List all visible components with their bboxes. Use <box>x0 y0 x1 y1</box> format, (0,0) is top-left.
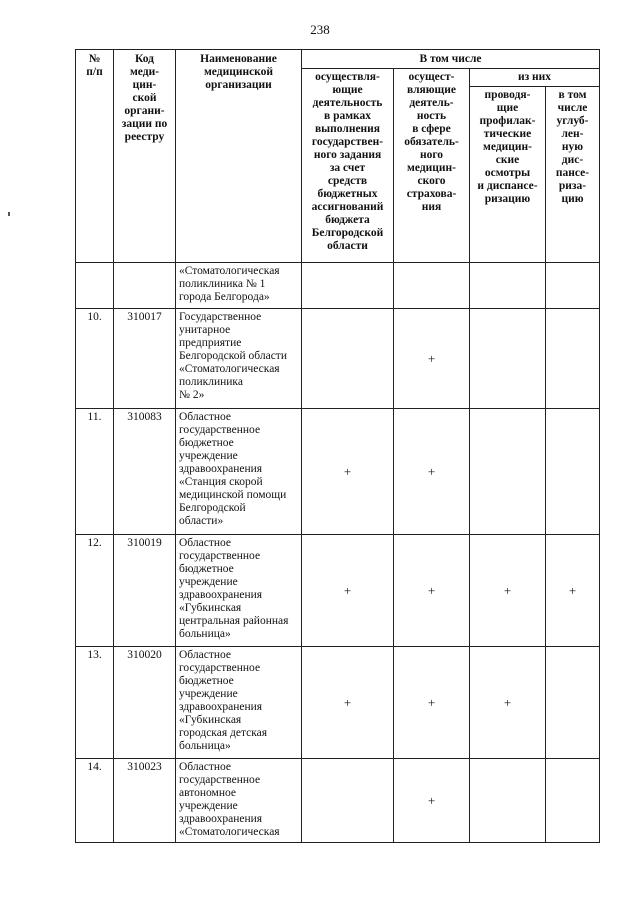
header-group-title: В том числе <box>302 50 600 69</box>
row-code <box>114 263 176 309</box>
row-deep <box>546 759 600 843</box>
row-num: 10. <box>76 309 114 409</box>
row-prof <box>470 759 546 843</box>
row-num: 14. <box>76 759 114 843</box>
row-budget: + <box>302 647 394 759</box>
header-subgroup-title: из них <box>470 69 600 87</box>
header-num: № п/п <box>76 50 114 263</box>
table-row <box>76 759 600 843</box>
row-code: 310017 <box>114 309 176 409</box>
row-name: Областное государственное бюджетное учреждение здравоохранения «Губкинская городская детская больница» <box>176 647 302 759</box>
row-deep <box>546 309 600 409</box>
row-budget <box>302 309 394 409</box>
row-deep: + <box>546 535 600 647</box>
row-name: «Стоматологическая поликлиника № 1 города Белгорода» <box>176 263 302 309</box>
row-name: Областное государственное бюджетное учреждение здравоохранения «Губкинская центральная районная больница» <box>176 535 302 647</box>
table-row <box>76 263 600 309</box>
row-prof <box>470 263 546 309</box>
row-budget <box>302 263 394 309</box>
header-deep: в том числе углуб- лен- ную дис- пансе- риза- цию <box>546 87 600 263</box>
row-deep <box>546 409 600 535</box>
row-prof <box>470 309 546 409</box>
row-prof <box>470 409 546 535</box>
header-budget: осуществля- ющие деятельность в рамках выполнения государствен- ного задания за счет средств бюджетных ассигнований бюджета Белгородской области <box>302 69 394 263</box>
row-deep <box>546 263 600 309</box>
row-budget <box>302 759 394 843</box>
row-oms: + <box>394 409 470 535</box>
row-num: 12. <box>76 535 114 647</box>
row-budget: + <box>302 535 394 647</box>
row-budget: + <box>302 409 394 535</box>
scan-mark <box>8 212 10 216</box>
row-name: Государственное унитарное предприятие Белгородской области «Стоматологическая поликлиника № 2» <box>176 309 302 409</box>
row-deep <box>546 647 600 759</box>
header-name: Наименование медицинской организации <box>176 50 302 263</box>
table-row <box>76 647 600 759</box>
row-name: Областное государственное автономное учреждение здравоохранения «Стоматологическая <box>176 759 302 843</box>
row-oms: + <box>394 535 470 647</box>
row-code: 310020 <box>114 647 176 759</box>
row-prof: + <box>470 647 546 759</box>
organizations-table <box>75 49 600 843</box>
row-prof: + <box>470 535 546 647</box>
header-oms: осущест- вляющие деятель- ность в сфере обязатель- ного медицин- ского страхова- ния <box>394 69 470 263</box>
row-name: Областное государственное бюджетное учреждение здравоохранения «Станция скорой медицинской помощи Белгородской области» <box>176 409 302 535</box>
row-oms: + <box>394 647 470 759</box>
table-row <box>76 309 600 409</box>
row-code: 310083 <box>114 409 176 535</box>
row-oms <box>394 263 470 309</box>
header-code: Код меди- цин- ской органи- зации по реестру <box>114 50 176 263</box>
row-oms: + <box>394 309 470 409</box>
table-row <box>76 409 600 535</box>
row-num: 13. <box>76 647 114 759</box>
page-number: 238 <box>310 22 330 37</box>
row-oms: + <box>394 759 470 843</box>
row-code: 310023 <box>114 759 176 843</box>
row-code: 310019 <box>114 535 176 647</box>
header-prof: проводя- щие профилак- тические медицин- ские осмотры и диспансе- ризацию <box>470 87 546 263</box>
row-num: 11. <box>76 409 114 535</box>
table-row <box>76 535 600 647</box>
row-num <box>76 263 114 309</box>
